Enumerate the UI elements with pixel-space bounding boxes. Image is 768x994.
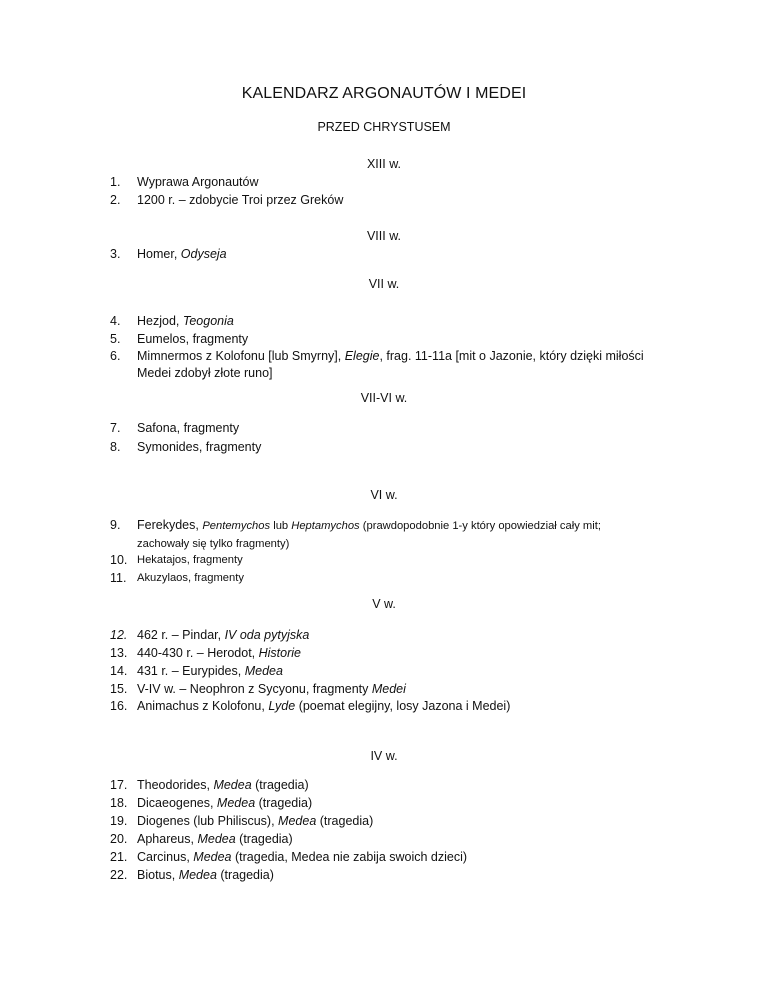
item-number: 18. — [110, 796, 128, 810]
item-text: Animachus z Kolofonu, Lyde (poemat elegijny, losy Jazona i Medei) — [137, 699, 511, 713]
item-text: Safona, fragmenty — [137, 421, 240, 435]
item-number: 2. — [110, 193, 121, 207]
century-heading-v: V w. — [372, 597, 396, 611]
century-heading-vi: VI w. — [370, 488, 398, 502]
item-text: 431 r. – Eurypides, Medea — [137, 664, 283, 678]
item-number: 12. — [110, 628, 128, 642]
item-number: 5. — [110, 332, 121, 346]
century-heading-iv: IV w. — [370, 749, 398, 763]
item-text: Eumelos, fragmenty — [137, 332, 249, 346]
item-number: 9. — [110, 518, 121, 532]
item-number: 20. — [110, 832, 128, 846]
item-text: V-IV w. – Neophron z Sycyonu, fragmenty Medei — [137, 682, 406, 696]
item-text: Mimnermos z Kolofonu [lub Smyrny], Elegie, frag. 11-11a [mit o Jazonie, który dzięki miłości Medei zdobył złote runo] — [137, 349, 644, 380]
item-text: Homer, Odyseja — [137, 247, 227, 261]
item-number: 17. — [110, 778, 128, 792]
item-text: 462 r. – Pindar, IV oda pytyjska — [137, 628, 310, 642]
item-number: 8. — [110, 440, 121, 454]
item-text: Dicaeogenes, Medea (tragedia) — [137, 796, 313, 810]
item-text: 440-430 r. – Herodot, Historie — [137, 646, 301, 660]
item-text: Hezjod, Teogonia — [137, 314, 234, 328]
item-number: 16. — [110, 699, 128, 713]
item-number: 4. — [110, 314, 121, 328]
century-heading-viii: VIII w. — [366, 229, 402, 243]
item-number: 6. — [110, 349, 121, 363]
item-number: 21. — [110, 850, 128, 864]
item-number: 19. — [110, 814, 128, 828]
item-text: Theodorides, Medea (tragedia) — [137, 778, 309, 792]
item-number: 14. — [110, 664, 128, 678]
item-text: Biotus, Medea (tragedia) — [137, 868, 274, 882]
item-number: 1. — [110, 175, 121, 189]
item-number: 15. — [110, 682, 128, 696]
document-title: KALENDARZ ARGONAUTÓW I MEDEI — [241, 85, 527, 102]
item-number: 13. — [110, 646, 128, 660]
item-text: Diogenes (lub Philiscus), Medea (tragedia) — [137, 814, 374, 828]
item-number: 10. — [110, 553, 128, 567]
century-heading-vii-vi: VII-VI w. — [360, 391, 408, 405]
item-number: 7. — [110, 421, 121, 435]
item-text: Ferekydes, Pentemychos lub Heptamychos (prawdopodobnie 1-y który opowiedział cały mit; zachowały się tylko fragmenty) — [137, 518, 601, 550]
item-text: Hekatajos, fragmenty — [137, 554, 243, 566]
item-number: 3. — [110, 247, 121, 261]
item-text: Wyprawa Argonautów — [137, 175, 259, 189]
item-number: 22. — [110, 868, 128, 882]
century-heading-vii: VII w. — [368, 277, 400, 291]
century-heading-xiii: XIII w. — [366, 157, 402, 171]
item-number: 11. — [110, 571, 127, 585]
item-text: Symonides, fragmenty — [137, 440, 262, 454]
item-text: Aphareus, Medea (tragedia) — [137, 832, 293, 846]
item-text: Akuzylaos, fragmenty — [137, 572, 244, 584]
document-subtitle: PRZED CHRYSTUSEM — [317, 120, 451, 134]
item-text: Carcinus, Medea (tragedia, Medea nie zabija swoich dzieci) — [137, 850, 468, 864]
item-text: 1200 r. – zdobycie Troi przez Greków — [137, 193, 344, 207]
